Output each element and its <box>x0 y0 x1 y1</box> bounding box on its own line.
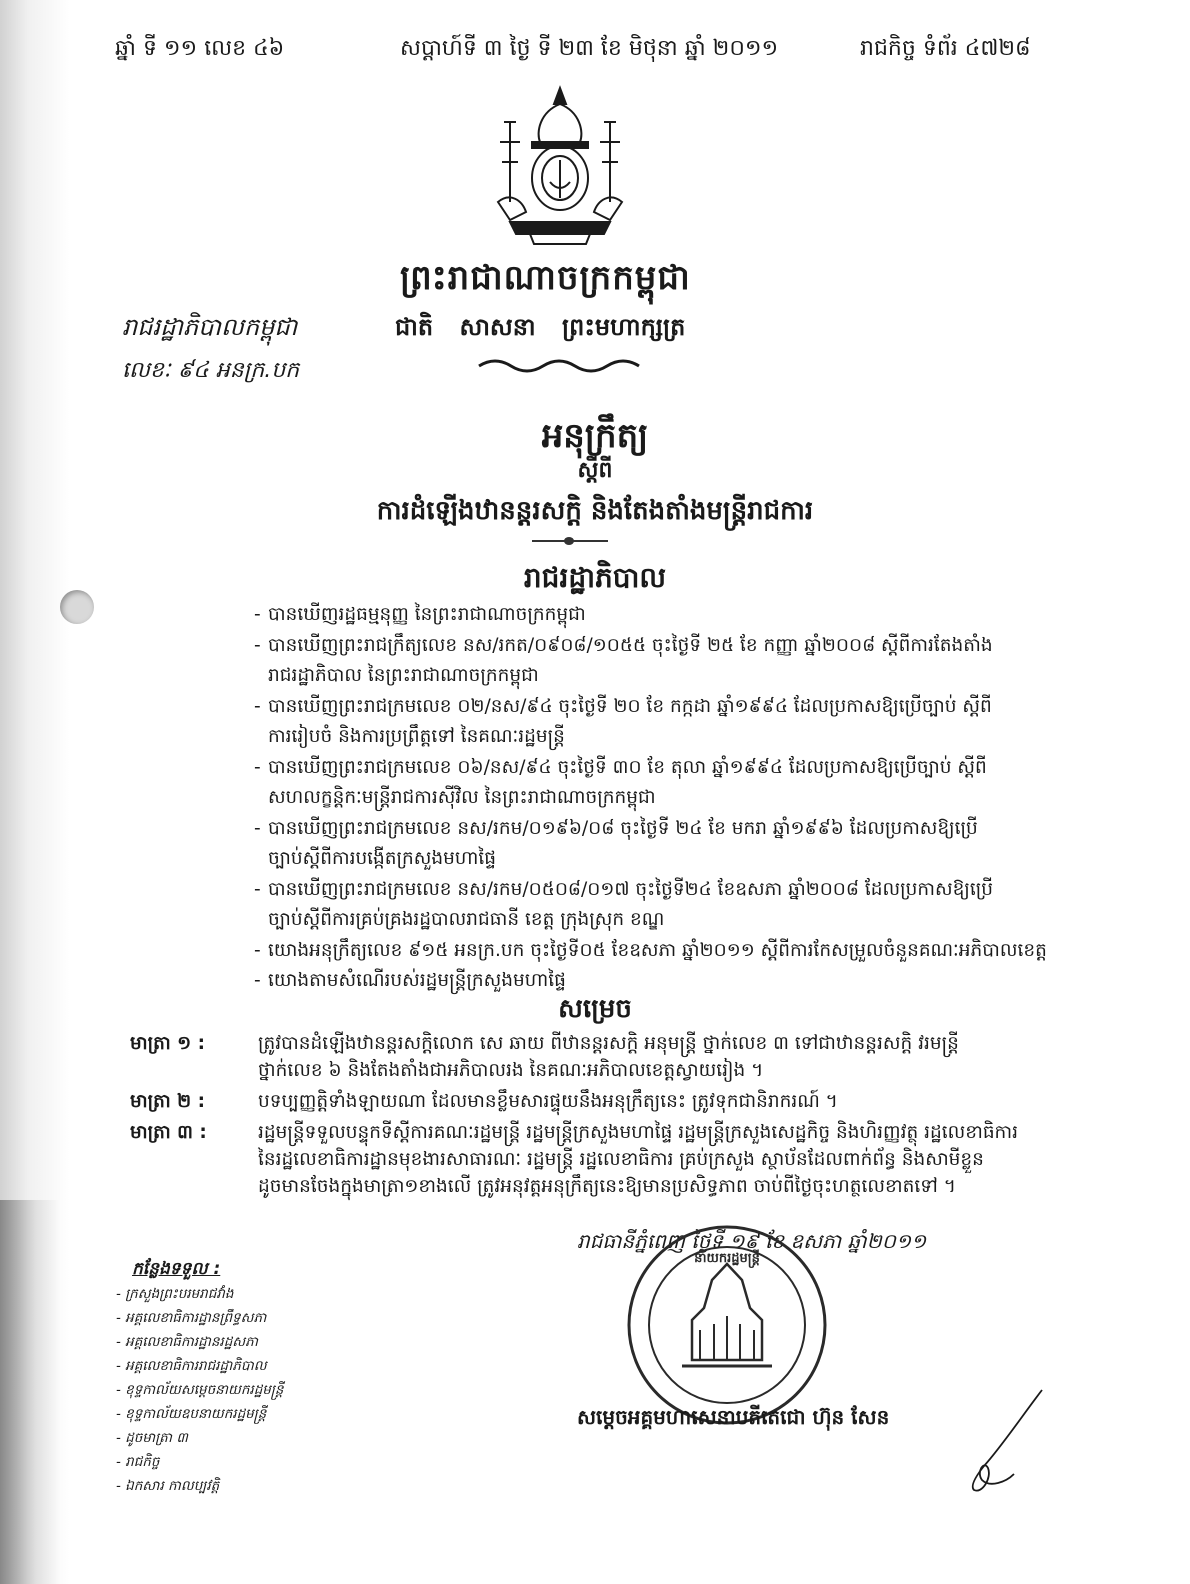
recipient-item: - ឯកសារ កាលប្បវត្តិ <box>116 1478 220 1494</box>
recipients-list <box>116 1282 283 1498</box>
royal-coat-of-arms-emblem-icon <box>470 82 650 250</box>
legal-basis-list <box>254 600 1054 997</box>
place-and-date: រាជធានីភ្នំពេញ ថ្ងៃទី ១៩ ខែ ឧសភា ឆ្នាំ២០១១ <box>577 1229 927 1253</box>
reference-number: លេខៈ ៩៤ អនក្រ.បក <box>122 358 300 383</box>
government-heading: រាជរដ្ឋាភិបាល <box>523 561 667 594</box>
recipient-item: - ខុទ្ទកាល័យសម្តេចនាយករដ្ឋមន្ត្រី <box>116 1382 284 1398</box>
kingdom-name: ព្រះរាជាណាចក្រកម្ពុជា <box>400 258 691 298</box>
recipients-heading: កន្លែងទទួល : <box>132 1259 221 1279</box>
basis-item: - បានឃើញព្រះរាជក្រមលេខ ០២/នស/៩៤ ចុះថ្ងៃទី ២០ ខែ កក្កដា ឆ្នាំ១៩៩៤ ដែលប្រកាសឱ្យប្រើច្បាប់ ស្តីពី ការរៀបចំ និងការប្រព្រឹត្តទៅ នៃគណៈរដ្ឋមន្ត្រី <box>254 692 1054 753</box>
basis-item: - បានឃើញព្រះរាជក្រមលេខ នស/រកម/០១៩៦/០៨ ចុះថ្ងៃទី ២៤ ខែ មករា ឆ្នាំ១៩៩៦ ដែលប្រកាសឱ្យប្រើ ច្បាប់ស្តីពីការបង្កើតក្រសួងមហាផ្ទៃ <box>254 814 1054 875</box>
basis-item: - បានឃើញព្រះរាជក្រឹត្យលេខ នស/រកត/០៩០៨/១០៥៥ ចុះថ្ងៃទី ២៥ ខែ កញ្ញា ឆ្នាំ២០០៨ ស្តីពីការតែងតាំង រាជរដ្ឋាភិបាល នៃព្រះរាជាណាចក្រកម្ពុជា <box>254 631 1054 692</box>
ornament-divider-icon <box>475 356 645 374</box>
title-divider <box>532 540 608 542</box>
article-2 <box>130 1088 1070 1115</box>
recipient-item: - ក្រសួងព្រះបរមរាជវាំង <box>116 1286 234 1302</box>
basis-item: - យោងតាមសំណើរបស់រដ្ឋមន្ត្រីក្រសួងមហាផ្ទៃ <box>254 966 1054 997</box>
basis-item: - បានឃើញរដ្ឋធម្មនុញ្ញ នៃព្រះរាជាណាចក្រកម្ពុជា <box>254 600 1054 631</box>
gazette-week-date: សប្តាហ៍ទី ៣ ថ្ងៃ ទី ២៣ ខែ មិថុនា ឆ្នាំ ២០១១ <box>400 36 779 61</box>
scan-edge-shadow-bottom <box>0 1200 60 1584</box>
article-1 <box>130 1030 1070 1084</box>
gazette-year-issue: ឆ្នាំ ទី ១១ លេខ ៤៦ <box>115 36 285 61</box>
article-body: បទប្បញ្ញត្តិទាំងឡាយណា ដែលមានខ្លឹមសារផ្ទុយនឹងអនុក្រឹត្យនេះ ត្រូវទុកជានិរាករណ៍ ។ <box>258 1091 838 1112</box>
recipient-item: - រាជកិច្ច <box>116 1454 160 1470</box>
recipient-item: - ខុទ្ទកាល័យឧបនាយករដ្ឋមន្ត្រី <box>116 1406 267 1422</box>
recipient-item: - អគ្គលេខាធិការដ្ឋានព្រឹទ្ធសភា <box>116 1310 267 1326</box>
recipient-item: - ដូចមាត្រា ៣ <box>116 1430 188 1446</box>
article-label: មាត្រា ១ : <box>130 1033 206 1054</box>
article-body: ត្រូវបានដំឡើងឋានន្តរសក្តិលោក សេ ឆាយ ពីឋានន្តរសក្តិ អនុមន្ត្រី ថ្នាក់លេខ ៣ ទៅជាឋានន្តរសក្តិ វរមន្ត្រី ថ្នាក់លេខ ៦ និងតែងតាំងជាអភិបាលរង នៃគណៈអភិបាលខេត្តស្វាយរៀង ។ <box>258 1033 959 1081</box>
document-title: ការដំឡើងឋានន្តរសក្តិ និងតែងតាំងមន្ត្រីរាជការ <box>376 496 814 526</box>
official-seal-stamp-icon <box>622 1220 832 1430</box>
article-label: មាត្រា ៣ : <box>130 1122 207 1143</box>
handwritten-signature <box>962 1386 1052 1496</box>
issuer-name: រាជរដ្ឋាភិបាលកម្ពុជា <box>122 313 298 341</box>
article-label: មាត្រា ២ : <box>130 1091 206 1112</box>
basis-item: - បានឃើញព្រះរាជក្រមលេខ ០៦/នស/៩៤ ចុះថ្ងៃទី ៣០ ខែ តុលា ឆ្នាំ១៩៩៤ ដែលប្រកាសឱ្យប្រើច្បាប់ ស្តីពី សហលក្ខន្តិកៈមន្ត្រីរាជការស៊ីវិល នៃព្រះរាជាណាចក្រកម្ពុជា <box>254 753 1054 814</box>
document-about: ស្តីពី <box>577 458 613 483</box>
basis-item: - យោងអនុក្រឹត្យលេខ ៩១៥ អនក្រ.បក ចុះថ្ងៃទី០៥ ខែឧសភា ឆ្នាំ២០១១ ស្តីពីការកែសម្រួលចំនួនគណៈអភិបាលខេត្ត <box>254 936 1054 967</box>
articles-list <box>130 1030 1070 1204</box>
decision-heading: សម្រេច <box>558 994 632 1024</box>
recipient-item: - អគ្គលេខាធិការរាជរដ្ឋាភិបាល <box>116 1358 267 1374</box>
national-motto: ជាតិ សាសនា ព្រះមហាក្សត្រ <box>395 313 686 341</box>
article-3 <box>130 1119 1070 1200</box>
gazette-page-number: រាជកិច្ច ទំព័រ ៤៧២៨ <box>860 36 1031 61</box>
document-type: អនុក្រឹត្យ <box>541 416 649 456</box>
svg-text:នាយករដ្ឋមន្ត្រី: នាយករដ្ឋមន្ត្រី <box>694 1251 760 1266</box>
recipient-item: - អគ្គលេខាធិការដ្ឋានរដ្ឋសភា <box>116 1334 258 1350</box>
basis-item: - បានឃើញព្រះរាជក្រមលេខ នស/រកម/០៥០៨/០១៧ ចុះថ្ងៃទី២៤ ខែឧសភា ឆ្នាំ២០០៨ ដែលប្រកាសឱ្យប្រើ ច្បាប់ស្តីពីការគ្រប់គ្រងរដ្ឋបាលរាជធានី ខេត្ត ក្រុងស្រុក ខណ្ឌ <box>254 875 1054 936</box>
article-body: រដ្ឋមន្ត្រីទទួលបន្ទុកទីស្តីការគណៈរដ្ឋមន្ត្រី រដ្ឋមន្ត្រីក្រសួងមហាផ្ទៃ រដ្ឋមន្ត្រីក្រសួងសេដ្ឋកិច្ច និងហិរញ្ញវត្ថុ រដ្ឋលេខាធិការ នៃរដ្ឋលេខាធិការដ្ឋានមុខងារសាធារណៈ រដ្ឋមន្ត្រី រដ្ឋលេខាធិការ គ្រប់ក្រសួង ស្ថាប័នដែលពាក់ព័ន្ធ និងសាមីខ្លួន ដូចមានចែងក្នុងមាត្រា១ខាងលើ ត្រូវអនុវត្តអនុក្រឹត្យនេះឱ្យមានប្រសិទ្ធភាព ចាប់ពីថ្ងៃចុះហត្ថលេខាតទៅ ។ <box>258 1122 1019 1197</box>
signer-name: សម្តេចអគ្គមហាសេនាបតីតេជោ ហ៊ុន សែន <box>577 1405 890 1429</box>
